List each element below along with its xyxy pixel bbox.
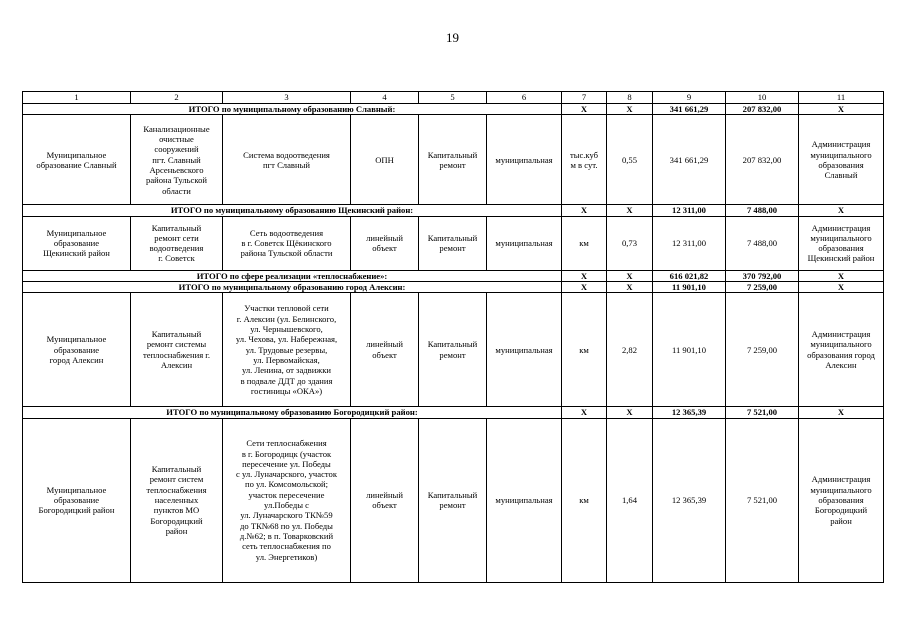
- cell-line: Капитальный: [151, 463, 202, 474]
- cell-c3: [223, 418, 351, 582]
- cell-line: пунктов МО: [153, 505, 200, 516]
- total-row: [23, 104, 884, 115]
- cell-c10: 7 488,00: [726, 216, 799, 270]
- cell-c8: 0,73: [607, 216, 653, 270]
- cell-line: Система водоотведения: [243, 149, 330, 160]
- cell-c10: 207 832,00: [726, 115, 799, 205]
- cell-line: Богородицкий район: [38, 505, 115, 516]
- cell-c4: [351, 216, 419, 270]
- cell-c3: [223, 216, 351, 270]
- cell-c11: [799, 115, 884, 205]
- cell-line: Щекинский район: [43, 248, 110, 259]
- total-c7: Х: [562, 205, 607, 216]
- cell-line: Богородицкий: [150, 515, 203, 526]
- cell-line: Арсеньевского: [149, 164, 204, 175]
- column-number: 4: [351, 92, 419, 104]
- cell-c6: [487, 216, 562, 270]
- cell-line: муниципальная: [495, 494, 553, 505]
- cell-line: ул. Луначарского ТК№59: [240, 510, 333, 521]
- cell-line: образования: [818, 159, 864, 170]
- cell-line: муниципальная: [495, 237, 553, 248]
- cell-line: линейный: [366, 232, 403, 243]
- data-row: [23, 216, 884, 270]
- total-label: ИТОГО по муниципальному образованию Богородицкий район:: [23, 407, 562, 418]
- cell-line: км: [579, 494, 589, 505]
- total-c10: 370 792,00: [726, 270, 799, 281]
- cell-line: км: [579, 344, 589, 355]
- cell-line: Сеть водоотведения: [249, 227, 324, 238]
- cell-c5: [419, 216, 487, 270]
- cell-line: Администрация: [811, 139, 871, 150]
- total-label: ИТОГО по муниципальному образованию Щекинский район:: [23, 205, 562, 216]
- cell-line: Капитальный: [151, 222, 202, 233]
- cell-line: образования город: [807, 349, 875, 360]
- cell-line: линейный: [366, 339, 403, 350]
- total-c11: Х: [799, 407, 884, 418]
- total-c8: Х: [607, 104, 653, 115]
- cell-line: м в сут.: [570, 159, 598, 170]
- cell-line: гостиницы «ОКА»): [250, 385, 323, 396]
- cell-c3: [223, 115, 351, 205]
- column-number: 11: [799, 92, 884, 104]
- column-number: 5: [419, 92, 487, 104]
- total-c9: 12 311,00: [653, 205, 726, 216]
- cell-line: в подвале ДДТ до здания: [240, 375, 333, 386]
- total-c10: 7 521,00: [726, 407, 799, 418]
- cell-line: Муниципальное: [46, 334, 107, 345]
- cell-line: района Тульской области: [240, 248, 333, 259]
- cell-c7: [562, 418, 607, 582]
- total-c11: Х: [799, 205, 884, 216]
- data-row: [23, 418, 884, 582]
- cell-line: город Алексин: [49, 354, 104, 365]
- total-c7: Х: [562, 104, 607, 115]
- cell-line: сооружений: [154, 144, 199, 155]
- cell-line: Муниципальное: [46, 149, 107, 160]
- cell-line: Капитальный: [427, 489, 478, 500]
- cell-line: д.№62; в п. Товарковский: [239, 531, 334, 541]
- cell-line: водоотведения: [149, 243, 204, 254]
- cell-line: с ул. Луначарского, участок: [236, 469, 337, 480]
- cell-line: ул.Победы с: [264, 500, 309, 511]
- total-label: ИТОГО по сфере реализации «теплоснабжение»:: [23, 270, 562, 281]
- cell-line: км: [579, 237, 589, 248]
- cell-line: района Тульской: [146, 175, 207, 186]
- cell-line: до ТК№68 по ул. Победы: [240, 520, 333, 531]
- total-c10: 207 832,00: [726, 104, 799, 115]
- cell-c11: [799, 418, 884, 582]
- cell-line: Капитальный: [151, 329, 202, 340]
- cell-line: участок пересечение: [248, 489, 325, 500]
- cell-c10: 7 521,00: [726, 418, 799, 582]
- data-table: [22, 91, 884, 583]
- cell-line: тыс.куб: [569, 149, 599, 160]
- cell-c2: [131, 418, 223, 582]
- column-number-row: [23, 92, 884, 104]
- cell-line: Славный: [824, 170, 858, 181]
- cell-line: Алексин: [825, 360, 857, 371]
- cell-c4: [351, 293, 419, 407]
- cell-line: ул. Чернышевского,: [250, 323, 323, 334]
- cell-line: области: [162, 185, 191, 196]
- cell-c4: [351, 418, 419, 582]
- cell-c1: [23, 293, 131, 407]
- cell-line: Алексин: [160, 360, 193, 371]
- cell-line: ОПН: [375, 154, 394, 165]
- cell-line: сеть теплоснабжения по: [242, 541, 331, 552]
- cell-line: в г. Богородицк (участок: [241, 448, 332, 459]
- cell-line: пересечение ул. Победы: [242, 458, 331, 469]
- total-c7: Х: [562, 407, 607, 418]
- cell-line: район: [830, 515, 852, 526]
- cell-c5: [419, 293, 487, 407]
- cell-line: Капитальный: [427, 339, 478, 350]
- cell-line: ремонт: [439, 243, 466, 254]
- cell-c7: [562, 115, 607, 205]
- cell-line: муниципальная: [495, 154, 553, 165]
- cell-line: ремонт: [439, 159, 466, 170]
- cell-line: Капитальный: [427, 232, 478, 243]
- data-row: [23, 115, 884, 205]
- cell-c9: 12 311,00: [653, 216, 726, 270]
- cell-c2: [131, 115, 223, 205]
- cell-line: населенных: [154, 494, 199, 505]
- cell-line: Щекинский район: [807, 253, 875, 264]
- cell-line: теплоснабжения: [146, 484, 207, 495]
- column-number: 7: [562, 92, 607, 104]
- cell-line: ул. Чехова, ул. Набережная,: [235, 334, 338, 345]
- column-number: 9: [653, 92, 726, 104]
- cell-c9: 341 661,29: [653, 115, 726, 205]
- cell-c1: [23, 216, 131, 270]
- column-number: 6: [487, 92, 562, 104]
- cell-c10: 7 259,00: [726, 293, 799, 407]
- cell-c11: [799, 216, 884, 270]
- cell-line: Участки тепловой сети: [244, 303, 329, 314]
- cell-c8: 2,82: [607, 293, 653, 407]
- cell-line: линейный: [366, 489, 403, 500]
- cell-line: теплоснабжения г.: [143, 349, 210, 360]
- cell-line: образования: [818, 243, 864, 254]
- total-c7: Х: [562, 270, 607, 281]
- cell-line: Администрация: [811, 222, 871, 233]
- cell-c11: [799, 293, 884, 407]
- total-label: ИТОГО по муниципальному образованию Славный:: [23, 104, 562, 115]
- total-c11: Х: [799, 270, 884, 281]
- cell-line: образование: [53, 237, 100, 248]
- cell-line: г. Алексин (ул. Белинского,: [236, 313, 337, 324]
- cell-line: пгт. Славный: [152, 154, 201, 165]
- cell-line: муниципального: [810, 339, 872, 350]
- cell-line: Администрация: [811, 329, 871, 340]
- cell-line: ул. Первомайская,: [253, 354, 320, 365]
- column-number: 2: [131, 92, 223, 104]
- cell-c9: 11 901,10: [653, 293, 726, 407]
- total-c9: 12 365,39: [653, 407, 726, 418]
- cell-c7: [562, 216, 607, 270]
- cell-line: ремонт систем: [149, 474, 204, 485]
- total-row: [23, 407, 884, 418]
- cell-line: ул. Трудовые резервы,: [245, 344, 328, 355]
- cell-line: муниципального: [810, 232, 872, 243]
- cell-line: ул. Ленина, от задвижки: [241, 365, 332, 376]
- cell-c1: [23, 418, 131, 582]
- column-number: 1: [23, 92, 131, 104]
- cell-line: Муниципальное: [46, 484, 107, 495]
- cell-line: по ул. Комсомольской;: [244, 479, 329, 490]
- total-c10: 7 259,00: [726, 281, 799, 292]
- cell-line: Сети теплоснабжения: [246, 438, 327, 449]
- cell-c5: [419, 115, 487, 205]
- cell-line: муниципальная: [495, 344, 553, 355]
- cell-line: район: [165, 525, 188, 536]
- cell-line: объект: [372, 500, 397, 511]
- cell-line: пгт Славный: [263, 159, 310, 170]
- cell-c8: 1,64: [607, 418, 653, 582]
- total-c10: 7 488,00: [726, 205, 799, 216]
- cell-line: Администрация: [811, 474, 871, 485]
- cell-line: образование: [53, 344, 100, 355]
- cell-line: Муниципальное: [46, 227, 107, 238]
- total-c9: 616 021,82: [653, 270, 726, 281]
- total-c7: Х: [562, 281, 607, 292]
- total-row: [23, 281, 884, 292]
- total-c8: Х: [607, 281, 653, 292]
- total-c8: Х: [607, 407, 653, 418]
- total-label: ИТОГО по муниципальному образованию город Алексин:: [23, 281, 562, 292]
- cell-c9: 12 365,39: [653, 418, 726, 582]
- cell-line: ремонт: [439, 349, 466, 360]
- cell-line: муниципального: [810, 149, 872, 160]
- cell-line: ремонт системы: [146, 339, 207, 350]
- cell-c4: [351, 115, 419, 205]
- cell-line: ремонт: [439, 500, 466, 511]
- cell-line: образования: [818, 494, 864, 505]
- cell-line: ул. Энергетиков): [255, 551, 318, 562]
- cell-line: муниципального: [810, 484, 872, 495]
- cell-c6: [487, 115, 562, 205]
- cell-c6: [487, 418, 562, 582]
- cell-c5: [419, 418, 487, 582]
- total-c11: Х: [799, 281, 884, 292]
- cell-line: Канализационные: [143, 123, 210, 134]
- column-number: 10: [726, 92, 799, 104]
- cell-line: образование Славный: [36, 159, 117, 170]
- cell-line: Богородицкий: [814, 505, 868, 516]
- total-c11: Х: [799, 104, 884, 115]
- cell-c7: [562, 293, 607, 407]
- cell-line: Капитальный: [427, 149, 478, 160]
- column-number: 8: [607, 92, 653, 104]
- cell-c1: [23, 115, 131, 205]
- cell-line: объект: [372, 243, 397, 254]
- cell-line: г. Советск: [158, 253, 195, 264]
- cell-line: ремонт сети: [154, 232, 199, 243]
- cell-line: образование: [53, 494, 100, 505]
- total-row: [23, 205, 884, 216]
- total-c8: Х: [607, 270, 653, 281]
- total-c9: 341 661,29: [653, 104, 726, 115]
- page-number: 19: [446, 30, 459, 45]
- cell-c2: [131, 216, 223, 270]
- cell-line: в г. Советск Щёкинского: [241, 237, 332, 248]
- cell-line: объект: [372, 349, 397, 360]
- cell-c8: 0,55: [607, 115, 653, 205]
- cell-line: очистные: [159, 134, 194, 145]
- total-c9: 11 901,10: [653, 281, 726, 292]
- column-number: 3: [223, 92, 351, 104]
- cell-c6: [487, 293, 562, 407]
- cell-c3: [223, 293, 351, 407]
- total-row: [23, 270, 884, 281]
- data-row: [23, 293, 884, 407]
- cell-c2: [131, 293, 223, 407]
- total-c8: Х: [607, 205, 653, 216]
